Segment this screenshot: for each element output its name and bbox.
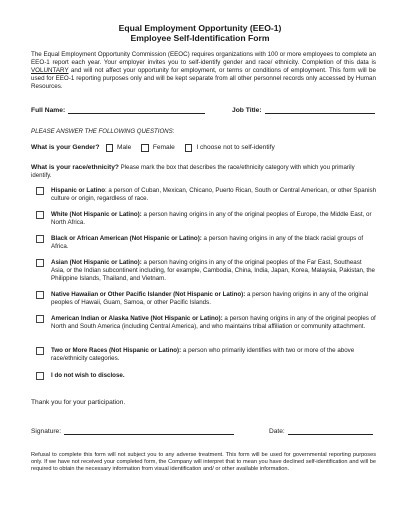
hispanic-checkbox[interactable] — [36, 187, 44, 195]
title-line-1: Equal Employment Opportunity (EEO-1) — [118, 23, 282, 33]
date-label: Date: — [269, 428, 285, 435]
pacific-islander-checkbox[interactable] — [36, 291, 44, 299]
date-field[interactable] — [288, 427, 373, 435]
race-option-desc: a person having origins in any of the original peoples of Europe, the Middle East, or North Africa. — [51, 211, 372, 226]
race-instruction: Please mark the box that describes the race/ethnicity category with which you primarily identify. — [31, 164, 355, 179]
date-row — [269, 427, 373, 435]
race-option-name: Two or More Races (Not Hispanic or Latino): — [51, 347, 182, 354]
decline-gender-label: I choose not to self-identify — [196, 144, 275, 152]
race-option-name: Hispanic or Latino — [51, 187, 105, 194]
race-option-desc: a person having origins in any of the original peoples of North and South America (including Central America), and who maintains tribal affiliation or community attachment. — [51, 315, 376, 330]
signature-row — [31, 427, 234, 435]
race-option-decline[interactable] — [36, 372, 376, 380]
race-option-black[interactable] — [36, 235, 376, 251]
race-option-name: White (Not Hispanic or Latino): — [51, 211, 142, 218]
full-name-field[interactable] — [68, 106, 205, 114]
race-question-label: What is your race/ethnicity? — [31, 164, 119, 171]
female-checkbox[interactable] — [141, 144, 149, 152]
race-option-name: I do not wish to disclose. — [51, 372, 125, 379]
instructions-heading: PLEASE ANSWER THE FOLLOWING QUESTIONS: — [31, 128, 175, 135]
male-checkbox[interactable] — [106, 144, 114, 152]
job-title-row — [232, 106, 375, 114]
form-title — [0, 23, 400, 43]
race-option-desc: : a person of Cuban, Mexican, Chicano, Puerto Rican, South or Central American, or other Spanish culture or origin, regardless of race. — [51, 187, 377, 202]
signature-label: Signature: — [31, 428, 62, 435]
race-option-asian[interactable] — [36, 259, 376, 283]
race-option-name: Asian (Not Hispanic or Latino): — [51, 259, 142, 266]
gender-option-decline[interactable] — [185, 144, 275, 152]
race-option-name: American Indian or Alaska Native (Not Hispanic or Latino): — [51, 315, 223, 322]
intro-text-before: The Equal Employment Opportunity Commission (EEOC) requires organizations with 100 or more employees to complete an EEO-1 report each year. Your employer invites you to self-identify gender and race/ ethnicity. Completion of this data is — [31, 51, 376, 67]
race-option-american-indian[interactable] — [36, 315, 376, 331]
american-indian-checkbox[interactable] — [36, 315, 44, 323]
race-option-desc: a person having origins in any of the black racial groups of Africa. — [51, 235, 364, 250]
signature-field[interactable] — [64, 427, 234, 435]
female-label: Female — [152, 144, 175, 152]
gender-label: What is your Gender? — [31, 144, 100, 152]
intro-text-after: and will not affect your opportunity for employment, or terms or conditions of employment. This form will be used for EEO-1 reporting purposes only and will be kept separate from all other personnel records only accessed by Human Resources. — [31, 67, 376, 91]
voluntary-emphasis: VOLUNTARY — [31, 67, 69, 75]
intro-paragraph — [31, 51, 376, 91]
race-option-white[interactable] — [36, 211, 376, 227]
full-name-row — [31, 106, 205, 114]
decline-gender-checkbox[interactable] — [185, 144, 193, 152]
title-line-2: Employee Self-Identification Form — [130, 33, 270, 43]
race-question — [31, 164, 376, 180]
gender-question — [31, 144, 285, 152]
race-option-name: Black or African American (Not Hispanic or Latino): — [51, 235, 202, 242]
thank-you-note: Thank you for your participation. — [31, 399, 126, 406]
job-title-label: Job Title: — [232, 107, 262, 114]
full-name-label: Full Name: — [31, 107, 66, 114]
white-checkbox[interactable] — [36, 211, 44, 219]
race-option-desc: a person having origins in any of the original peoples of Hawaii, Guam, Samoa, or other Pacific Islands. — [51, 291, 369, 306]
race-option-two-or-more[interactable] — [36, 347, 376, 363]
race-option-name: Native Hawaiian or Other Pacific Islander (Not Hispanic or Latino): — [51, 291, 246, 298]
job-title-field[interactable] — [265, 106, 375, 114]
gender-option-male[interactable] — [106, 144, 132, 152]
race-option-hispanic[interactable] — [36, 187, 376, 203]
footer-disclaimer: Refusal to complete this form will not subject you to any adverse treatment. This form will be used for governmental reporting purposes only. If we have not received your completed form, the Company will interpret that to mean you have declined self-identification and will be required to obtain the necessary information from visual identification and/ or other available information. — [31, 452, 376, 473]
race-option-pacific-islander[interactable] — [36, 291, 376, 307]
asian-checkbox[interactable] — [36, 259, 44, 267]
race-option-desc: a person who primarily identifies with two or more of the above race/ethnicity categories. — [51, 347, 355, 362]
gender-option-female[interactable] — [141, 144, 175, 152]
black-checkbox[interactable] — [36, 235, 44, 243]
race-option-desc: a person having origins in any of the original peoples of the Far East, Southeast Asia, or the Indian subcontinent including, for example, Cambodia, China, India, Japan, Korea, Malaysia, Pakistan, the Philippine Islands, Thailand, and Vietnam. — [51, 259, 376, 282]
two-or-more-checkbox[interactable] — [36, 347, 44, 355]
male-label: Male — [117, 144, 132, 152]
decline-race-checkbox[interactable] — [36, 372, 44, 380]
